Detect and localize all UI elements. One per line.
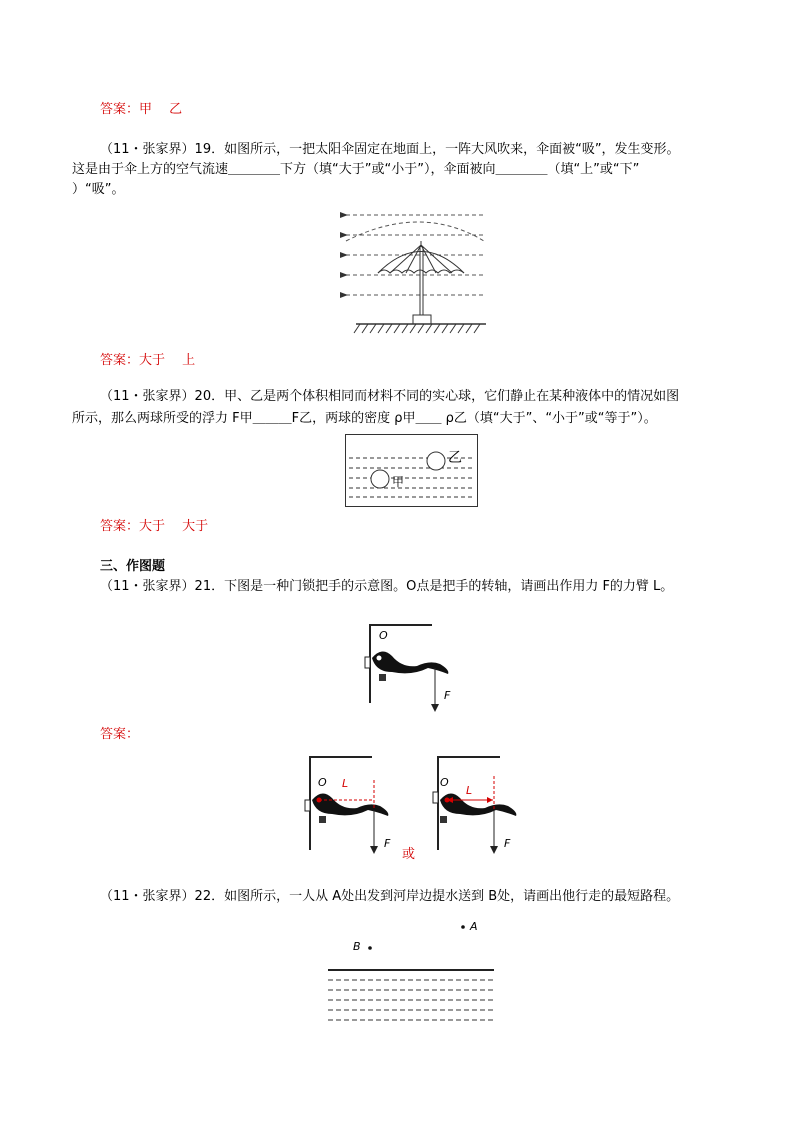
answer-figure-1 bbox=[302, 752, 402, 857]
q21-line1: （11・张家界）21．下图是一种门锁把手的示意图。O点是把手的转轴，请画出作用力 F的力臂 L。 bbox=[100, 579, 674, 594]
pivot-o-label: O bbox=[379, 629, 388, 642]
answer-label: 答案： bbox=[100, 727, 140, 742]
pivot-o-label: O bbox=[318, 776, 327, 789]
force-f-label: F bbox=[384, 837, 391, 850]
q19-line1: （11・张家界）19．如图所示，一把太阳伞固定在地面上，一阵大风吹来，伞面被“吸”，发生变形。 bbox=[100, 142, 680, 157]
arm-l-label: L bbox=[342, 777, 349, 790]
section-title: 三、作图题 bbox=[100, 559, 166, 574]
arm-l-label: L bbox=[466, 784, 473, 797]
q20-line1: （11・张家界）20．甲、乙是两个体积相同而材料不同的实心球，它们静止在某种液体中的情况如图 bbox=[100, 389, 680, 404]
ball-yi-label: 乙 bbox=[448, 450, 462, 466]
door-handle-figure bbox=[362, 620, 462, 715]
answer-value: 大于 上 bbox=[139, 353, 196, 368]
umbrella-figure bbox=[326, 205, 492, 337]
answer-19 bbox=[100, 349, 195, 368]
answer-label: 答案： bbox=[100, 353, 140, 368]
answer-label: 答案： bbox=[100, 102, 140, 117]
answer-value: 大于 大于 bbox=[139, 519, 209, 534]
q22-line1: （11・张家界）22．如图所示，一人从 A处出发到河岸边提水送到 B处，请画出他行走的最短路程。 bbox=[100, 889, 680, 904]
answer-21 bbox=[100, 723, 139, 742]
point-a-label: A bbox=[470, 920, 478, 933]
answer-label: 答案： bbox=[100, 519, 140, 534]
liquid-figure bbox=[345, 434, 479, 508]
point-b-label: B bbox=[353, 940, 361, 953]
answer-18 bbox=[100, 98, 182, 117]
q19-line2: 这是由于伞上方的空气流速＿＿＿＿下方（填“大于”或“小于”），伞面被向＿＿＿＿（填“上”或“下” bbox=[72, 162, 640, 177]
force-f-label: F bbox=[444, 689, 451, 702]
q19-line3: ）“吸”。 bbox=[72, 182, 125, 197]
q20-line2: 所示，那么两球所受的浮力 F甲＿＿＿F乙，两球的密度 ρ甲＿＿ ρ乙（填“大于”、“小于”或“等于”）。 bbox=[72, 411, 657, 426]
ball-jia-label: 甲 bbox=[392, 475, 405, 489]
answer-value: 甲 乙 bbox=[139, 102, 183, 117]
answer-figure-2 bbox=[430, 752, 530, 857]
answer-20 bbox=[100, 515, 208, 534]
or-text: 或 bbox=[402, 847, 416, 862]
force-f-label: F bbox=[504, 837, 511, 850]
river-figure bbox=[326, 918, 498, 1026]
pivot-o-label: O bbox=[440, 776, 449, 789]
